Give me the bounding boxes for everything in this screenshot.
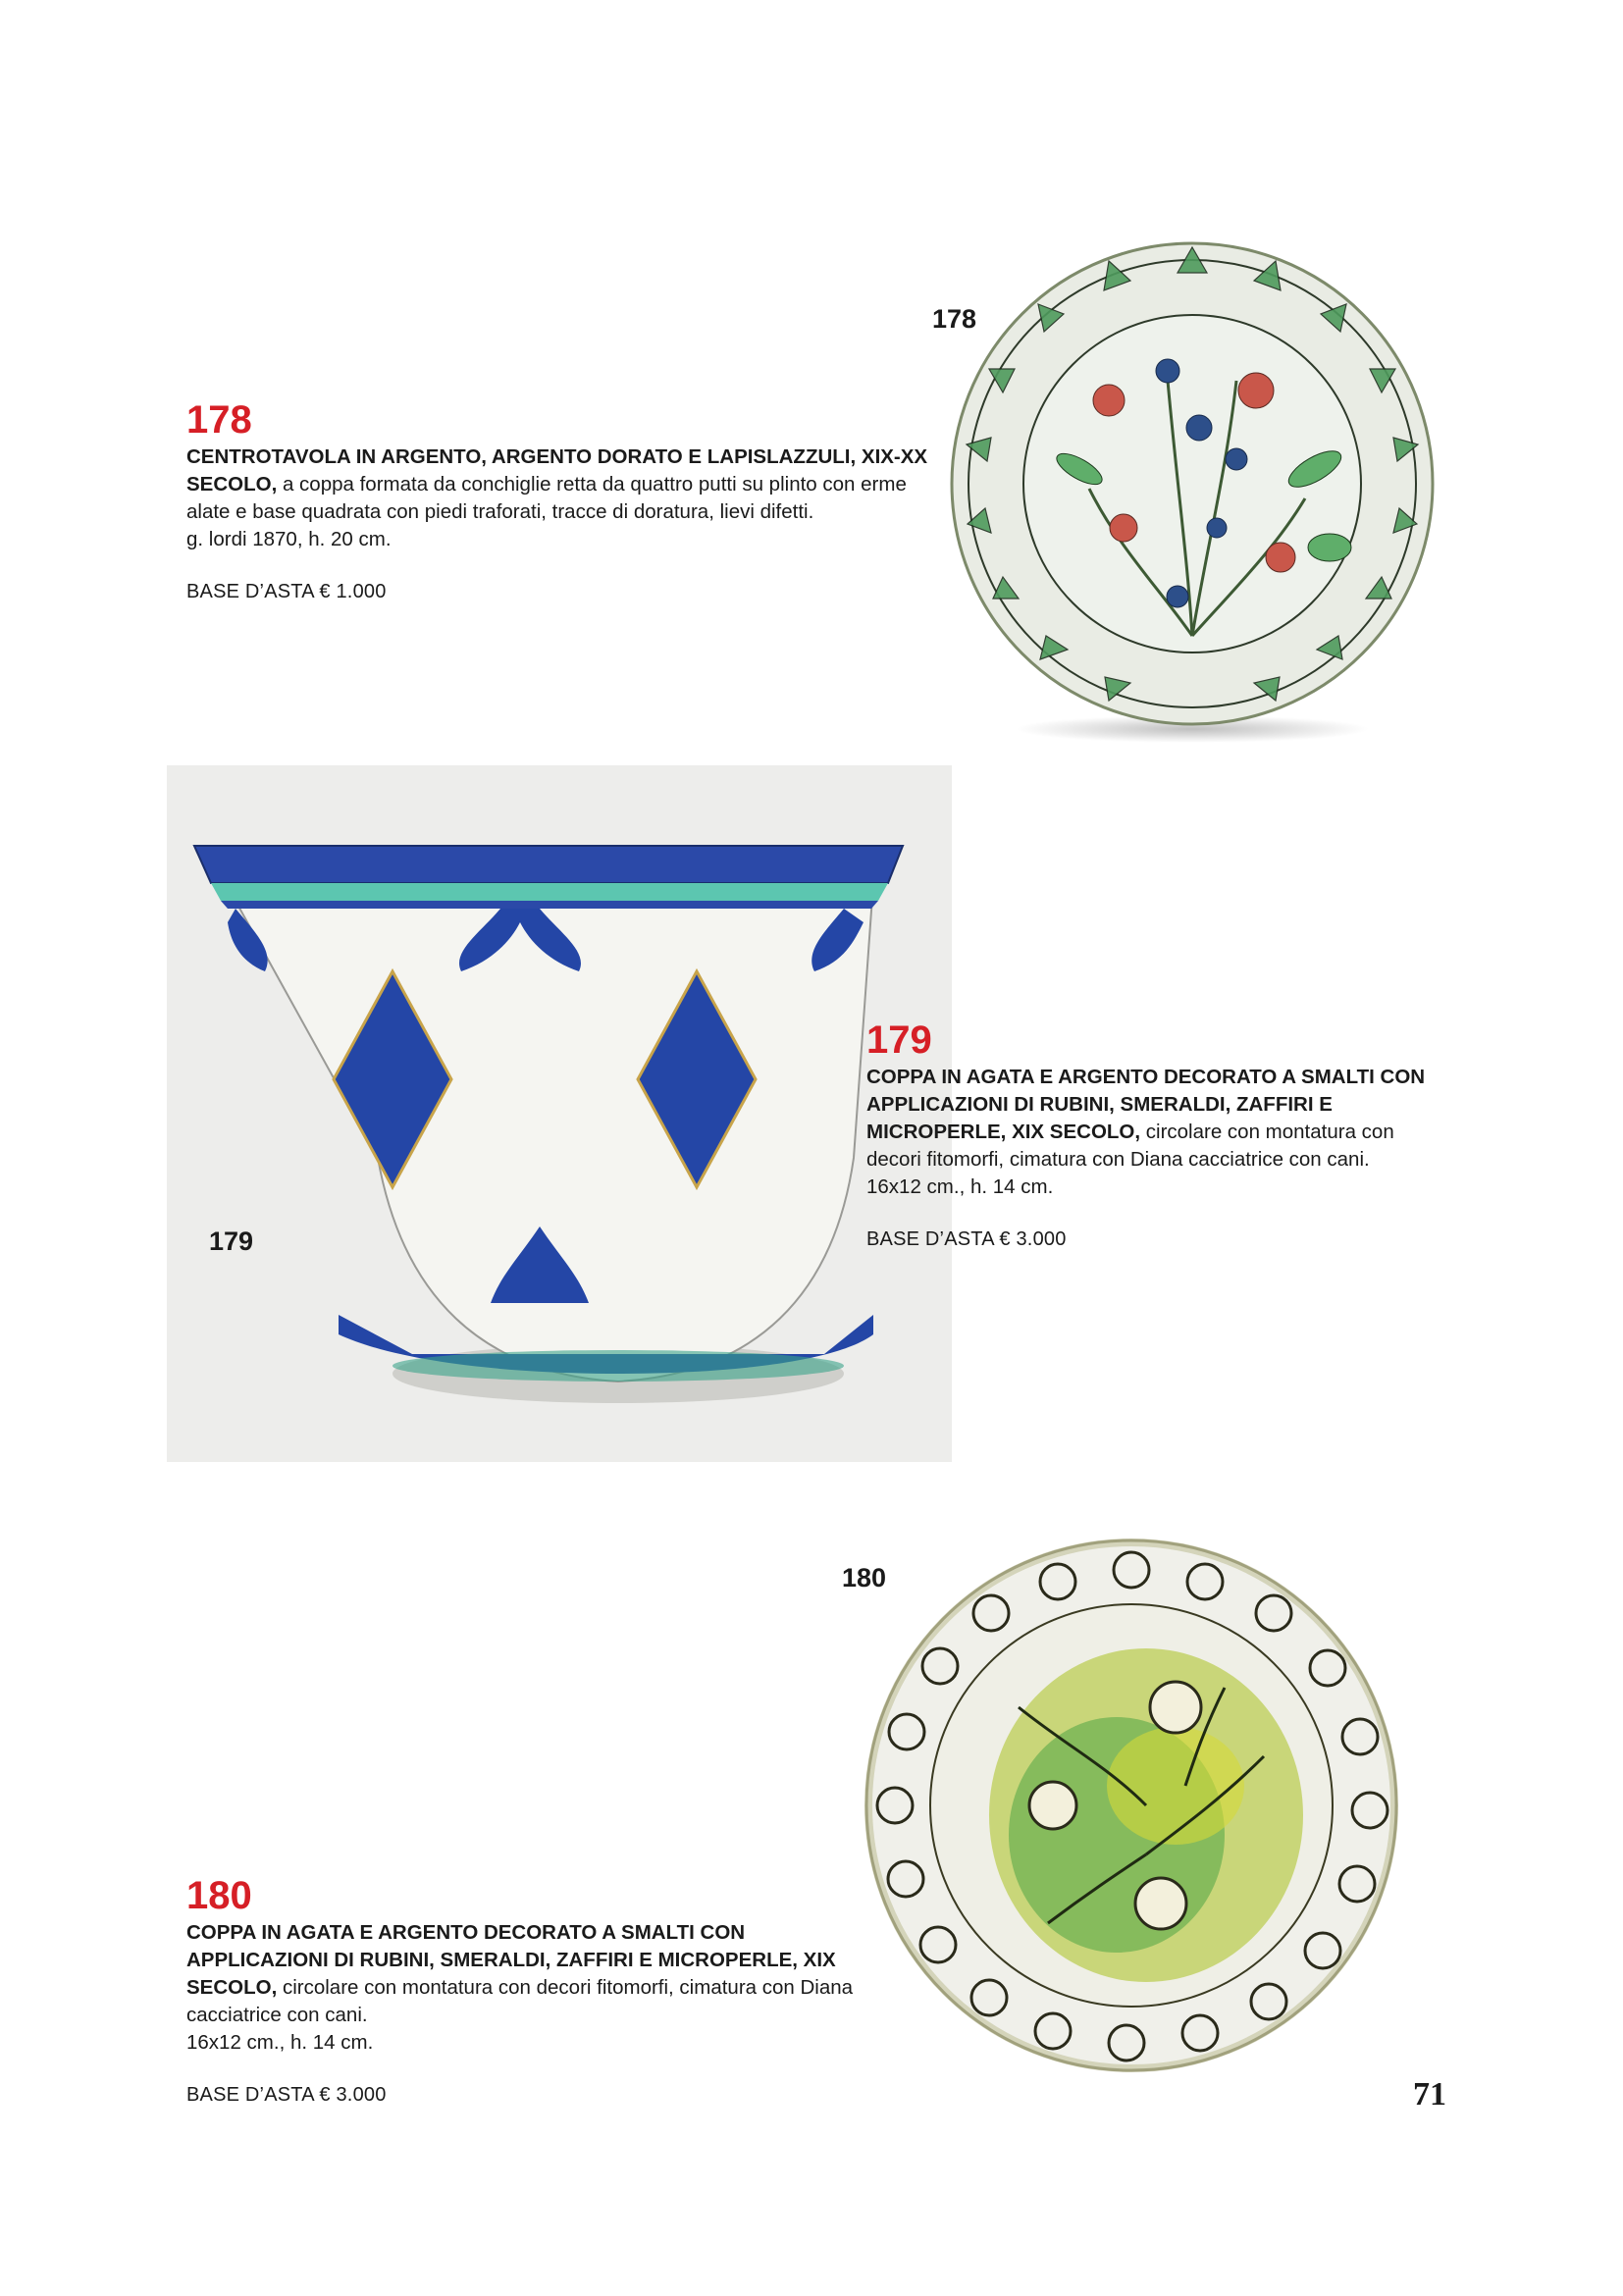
image-label-178: 178	[932, 304, 977, 334]
lot-base-price: BASE D’ASTA € 3.000	[186, 2084, 387, 2106]
page-number: 71	[1413, 2076, 1446, 2113]
lot-description	[866, 1064, 1436, 1201]
lot-measures: 16x12 cm., h. 14 cm.	[186, 2031, 374, 2054]
lot-180-plate-image	[852, 1511, 1401, 2080]
lot-178-plate-image	[942, 234, 1442, 744]
lot-base-price: BASE D’ASTA € 3.000	[866, 1228, 1067, 1250]
lot-description-text: circolare con montatura con decori fitomorfi, cimatura con Diana cacciatrice con cani.	[186, 1976, 854, 2026]
lot-description	[186, 1919, 854, 2057]
lot-179-bowl-image	[167, 765, 952, 1462]
lot-178-text	[186, 400, 932, 603]
lot-title: COPPA IN AGATA E ARGENTO DECORATO A SMALTI CON APPLICAZIONI DI RUBINI, SMERALDI, ZAFFIRI E MICROPERLE, XIX SECOLO,	[866, 1066, 1426, 1143]
lot-description-text: circolare con montatura con decori fitomorfi, cimatura con Diana cacciatrice con cani.	[866, 1121, 1394, 1171]
lot-179-text	[866, 1020, 1436, 1251]
lot-description	[186, 444, 932, 553]
lot-title: COPPA IN AGATA E ARGENTO DECORATO A SMALTI CON APPLICAZIONI DI RUBINI, SMERALDI, ZAFFIRI E MICROPERLE, XIX SECOLO,	[186, 1921, 836, 1999]
image-label-179: 179	[209, 1226, 254, 1256]
lot-description-text: a coppa formata da conchiglie retta da quattro putti su plinto con erme alate e base quadrata con piedi traforati, tracce di doratura, lievi difetti.	[186, 473, 907, 523]
lot-180-text	[186, 1876, 854, 2107]
lot-number: 178	[186, 398, 252, 442]
lot-number: 180	[186, 1874, 252, 1917]
lot-measures: 16x12 cm., h. 14 cm.	[866, 1175, 1054, 1198]
image-label-180: 180	[842, 1563, 887, 1592]
lot-measures: g. lordi 1870, h. 20 cm.	[186, 528, 392, 550]
lot-number: 179	[866, 1018, 932, 1062]
lot-base-price: BASE D’ASTA € 1.000	[186, 581, 387, 602]
lot-title: CENTROTAVOLA IN ARGENTO, ARGENTO DORATO E LAPISLAZZULI, XIX-XX SECOLO,	[186, 445, 928, 496]
